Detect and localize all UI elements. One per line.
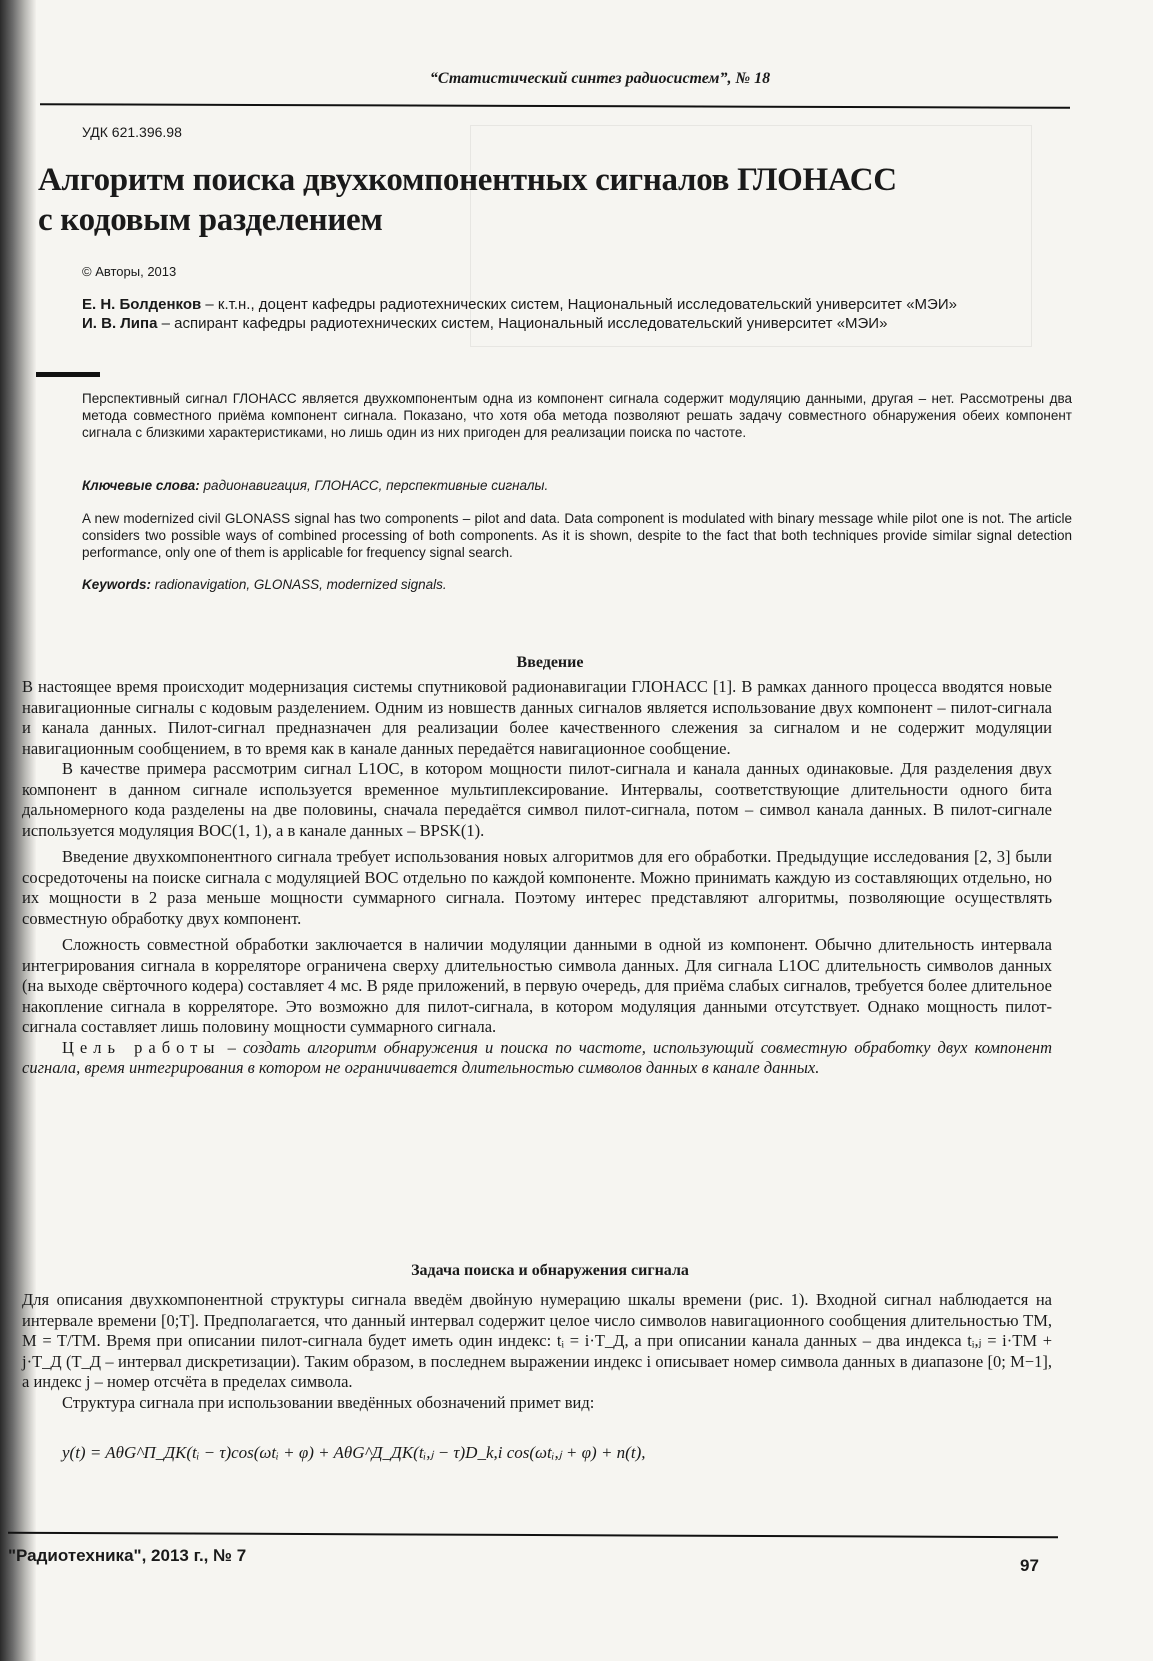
keywords-label: Ключевые слова:	[82, 478, 200, 493]
goal-paragraph	[22, 1038, 1052, 1079]
goal-text: – создать алгоритм обнаружения и поиска по частоте, использующий совместную обработку двух компонент сигнала, время интегрирования в котором не ограничивается длительностью символов данных в канале данных.	[22, 1037, 1052, 1077]
title-line-1: Алгоритм поиска двухкомпонентных сигналов ГЛОНАСС	[38, 162, 897, 198]
author-affiliation: – к.т.н., доцент кафедры радиотехнических систем, Национальный исследовательский университет «МЭИ»	[201, 296, 957, 313]
footer-journal: "Радиотехника", 2013 г., № 7	[8, 1546, 247, 1565]
section-heading-task: Задача поиска и обнаружения сигнала	[411, 1262, 689, 1279]
keywords-english	[82, 577, 447, 592]
paragraph: Структура сигнала при использовании введённых обозначений примет вид:	[62, 1392, 595, 1412]
copyright: © Авторы, 2013	[82, 264, 177, 279]
article-title	[38, 160, 1098, 240]
abstract-russian: Перспективный сигнал ГЛОНАСС является двухкомпонентым одна из компонент сигнала содержит модуляцию данными, другая – нет. Рассмотрены два метода совместного приёма компонент сигнала. Показано, что хотя оба метода позволяют решать задачу совместного обнаружения обеих компонент сигнала с близкими характеристиками, но лишь один из них пригоден для реализации поиска по частоте.	[82, 391, 1072, 440]
paragraph: Введение двухкомпонентного сигнала требует использования новых алгоритмов для его обработки. Предыдущие исследования [2, 3] были сосредоточены на поиске сигнала с модуляцией BOC отдельно по каждой компоненте. Можно принимать каждую из составляющих отдельно, но их мощности в 2 раза меньше мощности суммарного сигнала. Поэтому интерес представляют алгоритмы, позволяющие осуществлять совместную обработку двух компонент.	[22, 847, 1052, 928]
author-entry	[82, 295, 1072, 314]
keywords-russian	[82, 478, 548, 493]
signal-formula: y(t) = AθG^П_ДК(tᵢ − τ)cos(ωtᵢ + φ) + AθG^Д_ДК(tᵢ,ⱼ − τ)D_k,i cos(ωtᵢ,ⱼ + φ) + n(t),	[62, 1443, 646, 1462]
page-number: 97	[1020, 1556, 1039, 1575]
paragraph: Сложность совместной обработки заключается в наличии модуляции данными в одной из компонент. Обычно длительность интервала интегрирования сигнала в корреляторе ограничена сверху длительностью символа данных. Для сигнала L1OC длительность символов данных (на выходе свёрточного кодера) составляет 4 мс. В ряде приложений, в первую очередь, для приёма слабых сигналов, требуется более длительное накопление сигнала в корреляторе. Это возможно для пилот-сигнала, в котором модуляция данными отсутствует. Однако мощность пилот-сигнала составляет лишь половину мощности суммарного сигнала.	[22, 935, 1052, 1036]
paragraph: В настоящее время происходит модернизация системы спутниковой радионавигации ГЛОНАСС [1]. В рамках данного процесса вводятся новые навигационные сигналы с кодовым разделением. Одним из новшеств данных сигналов является использование двух компонент – пилот-сигнала и канала данных. Пилот-сигнал предназначен для реализации более качественного слежения за сигналом и не содержит модуляции навигационным сообщением, в то время как в канале данных передаётся навигационное сообщение.	[22, 677, 1052, 758]
author-affiliation: – аспирант кафедры радиотехнических систем, Национальный исследовательский университет «МЭИ»	[157, 315, 888, 332]
task-body	[22, 1290, 1052, 1413]
running-head: “Статистический синтез радиосистем”, № 18	[429, 70, 771, 87]
abstract-english: A new modernized civil GLONASS signal has two components – pilot and data. Data component is modulated with binary message while pilot one is not. The article considers two possible ways of combined processing of both components. As it is shown, despite to the fact that both techniques provide similar signal detection performance, only one of them is applicable for frequency signal search.	[82, 511, 1072, 560]
paragraph: Для описания двухкомпонентной структуры сигнала введём двойную нумерацию шкалы времени (рис. 1). Входной сигнал наблюдается на интервале времени [0;T]. Предполагается, что данный интервал содержит целое число символов навигационного сообщения длительностью TM, M = T/TM. Время при описании пилот-сигнала будет иметь один индекс: tᵢ = i·T_Д, а при описании канала данных – два индекса tᵢ,ⱼ = i·TM + j·T_Д (T_Д – интервал дискретизации). Таким образом, в последнем выражении индекс i описывает номер символа данных в диапазоне [0; M−1], а индекс j – номер отсчёта в пределах символа.	[22, 1290, 1052, 1391]
paragraph: В качестве примера рассмотрим сигнал L1OC, в котором мощности пилот-сигнала и канала данных одинаковые. Для разделения двух компонент в данном сигнале используется временное мультиплексирование. Интервалы, соответствующие длительности одного бита дальномерного кода разделены на две половины, сначала передаётся символ пилот-сигнала, потом – символ канала данных. В пилот-сигнале используется модуляция BOC(1, 1), а в канале данных – BPSK(1).	[22, 759, 1052, 840]
keywords-label: Keywords:	[82, 577, 152, 592]
udk-code: УДК 621.396.98	[82, 124, 182, 140]
goal-label: Цель работы	[62, 1037, 221, 1057]
author-entry	[82, 314, 1072, 333]
keywords-text: radionavigation, GLONASS, modernized signals.	[151, 577, 447, 592]
keywords-text: радионавигация, ГЛОНАСС, перспективные сигналы.	[199, 478, 549, 493]
footer-rule	[8, 1532, 1058, 1539]
intro-body	[22, 677, 1052, 1079]
title-line-2: с кодовым разделением	[38, 202, 383, 238]
author-list	[82, 295, 1072, 333]
author-name: Е. Н. Болденков	[82, 296, 202, 313]
abstract-rule	[36, 372, 100, 377]
header-rule	[40, 103, 1070, 109]
section-heading-intro: Введение	[516, 654, 584, 671]
author-name: И. В. Липа	[82, 315, 158, 332]
